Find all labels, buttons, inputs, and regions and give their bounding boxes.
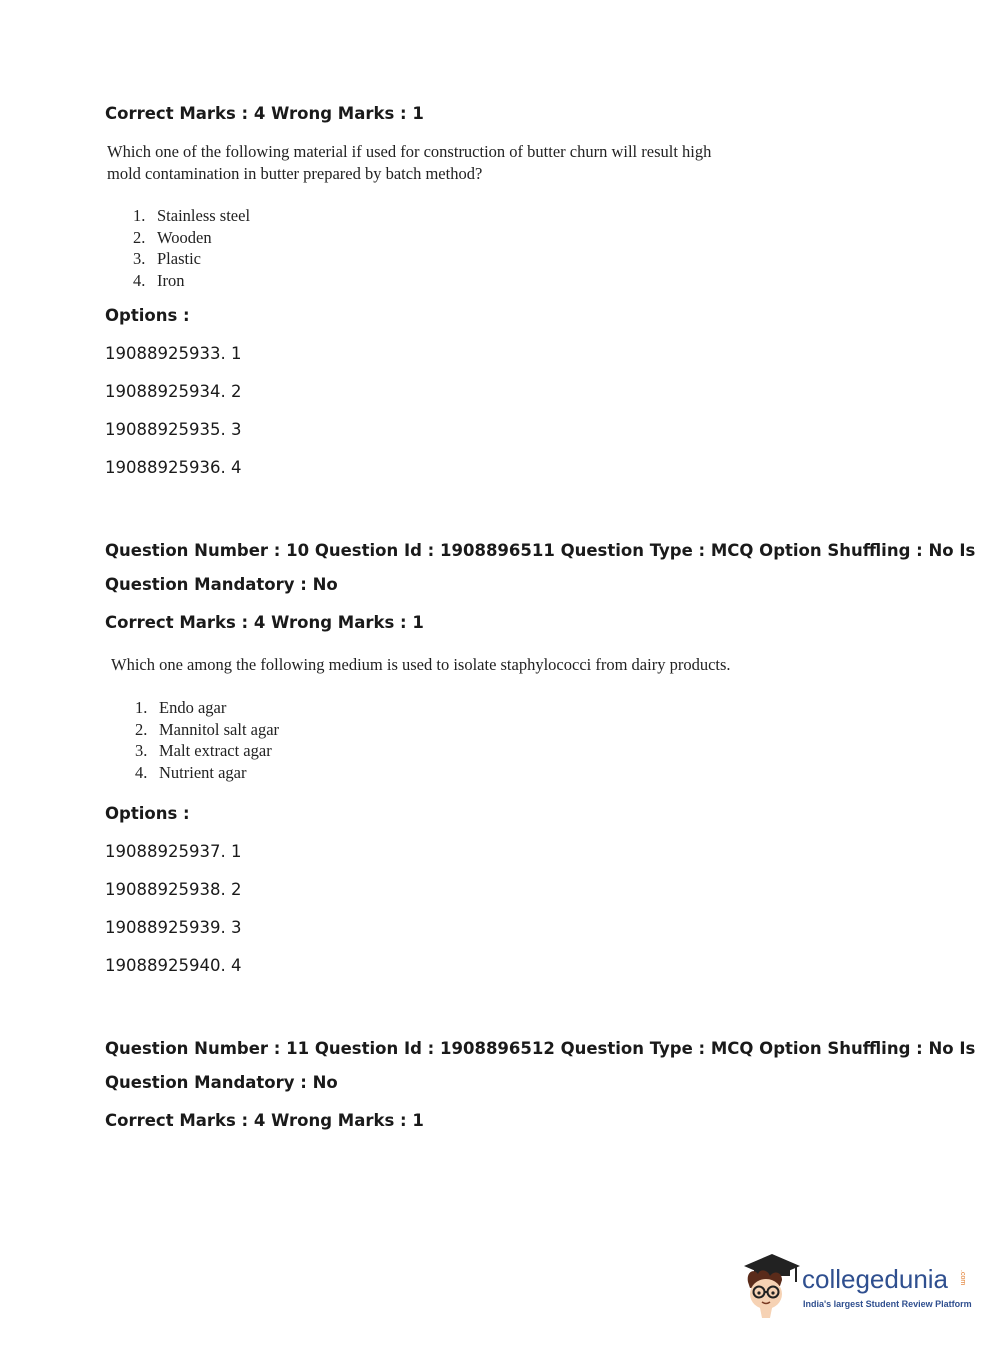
marks-line-q10: Correct Marks : 4 Wrong Marks : 1 xyxy=(105,613,424,632)
logo-suffix: .com xyxy=(959,1270,966,1286)
question-line: mold contamination in butter prepared by batch method? xyxy=(107,164,483,183)
choice-item: 1. Endo agar xyxy=(135,698,227,717)
choice-list-q10 xyxy=(135,697,279,783)
choice-item: 4. Iron xyxy=(133,270,185,290)
choice-item: 2. Mannitol salt agar xyxy=(135,719,280,739)
option-item: 19088925940. 4 xyxy=(105,956,242,975)
choice-list-q9 xyxy=(133,205,250,291)
choice-item: 4. Nutrient agar xyxy=(135,762,247,782)
option-item: 19088925938. 2 xyxy=(105,880,242,899)
option-item: 19088925933. 1 xyxy=(105,344,242,363)
question-line: Which one of the following material if used for construction of butter churn will result high xyxy=(107,142,712,161)
collegedunia-logo xyxy=(740,1248,970,1320)
question-text-q9 xyxy=(107,141,711,185)
options-label-q9: Options : xyxy=(105,306,190,325)
question-text-q10 xyxy=(111,654,731,676)
logo-tagline: India's largest Student Review Platform xyxy=(803,1299,972,1309)
options-label-q10: Options : xyxy=(105,804,190,823)
question-header-q10: Question Number : 10 Question Id : 1908896511 Question Type : MCQ Option Shuffling : No Is xyxy=(105,541,976,560)
option-item: 19088925937. 1 xyxy=(105,842,242,861)
logo-name: collegedunia xyxy=(802,1264,949,1294)
choice-item: 3. Plastic xyxy=(133,249,201,269)
question-line: Which one among the following medium is used to isolate staphylococci from dairy products. xyxy=(111,655,731,674)
choice-item: 2. Wooden xyxy=(133,227,212,247)
marks-line-q11: Correct Marks : 4 Wrong Marks : 1 xyxy=(105,1111,424,1130)
question-mandatory-q10: Question Mandatory : No xyxy=(105,575,338,594)
option-item: 19088925939. 3 xyxy=(105,918,242,937)
student-mascot-icon xyxy=(740,1248,802,1320)
question-header-q11: Question Number : 11 Question Id : 1908896512 Question Type : MCQ Option Shuffling : No Is xyxy=(105,1039,976,1058)
option-item: 19088925936. 4 xyxy=(105,458,242,477)
choice-item: 1. Stainless steel xyxy=(133,206,251,225)
option-item: 19088925935. 3 xyxy=(105,420,242,439)
marks-line-q9: Correct Marks : 4 Wrong Marks : 1 xyxy=(105,104,424,123)
choice-item: 3. Malt extract agar xyxy=(135,741,272,761)
option-item: 19088925934. 2 xyxy=(105,382,242,401)
question-mandatory-q11: Question Mandatory : No xyxy=(105,1073,338,1092)
